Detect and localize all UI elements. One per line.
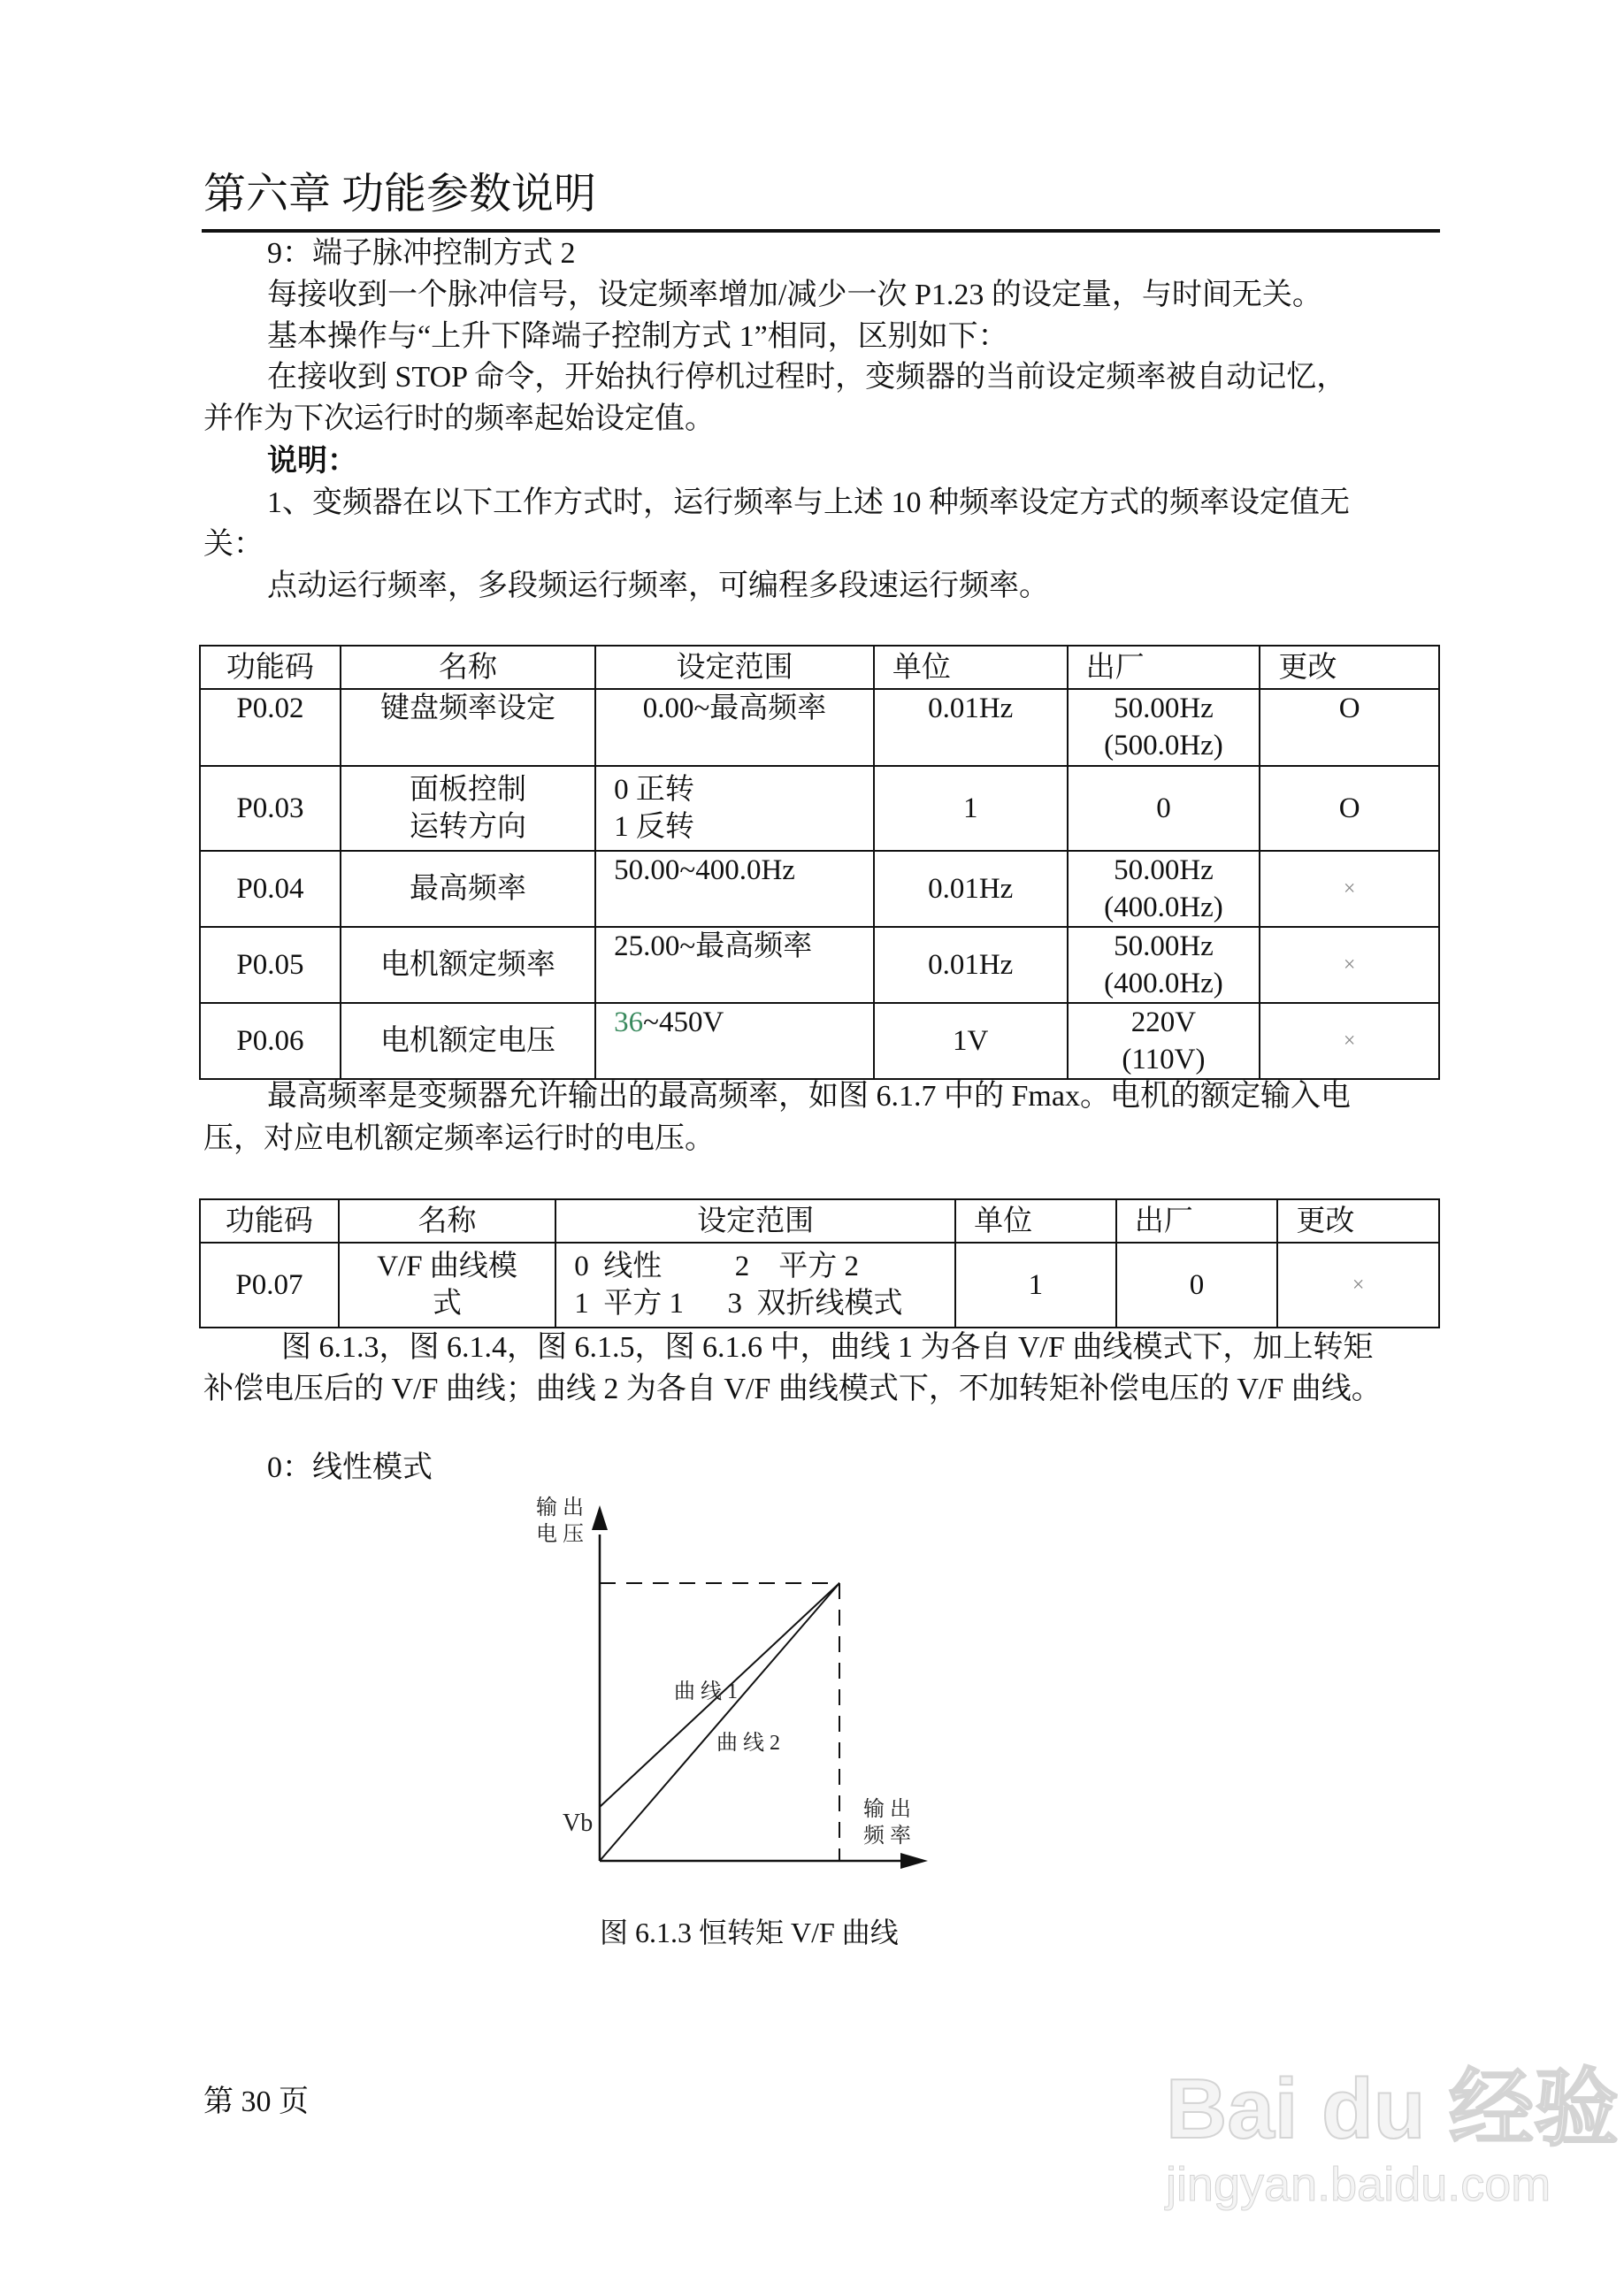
paragraph-line: 并作为下次运行时的频率起始设定值。 bbox=[203, 402, 715, 435]
header-cell: 单位 bbox=[874, 646, 1068, 689]
header-cell: 功能码 bbox=[200, 1199, 339, 1243]
chapter-title: 第六章 功能参数说明 bbox=[203, 171, 597, 218]
table-row bbox=[200, 766, 1439, 851]
section-heading: 0：线性模式 bbox=[267, 1451, 433, 1484]
y-axis-label: 电 压 bbox=[536, 1523, 584, 1546]
range-option: 0 正转 bbox=[614, 774, 694, 806]
figure-caption: 图 6.1.3 恒转矩 V/F 曲线 bbox=[600, 1917, 899, 1948]
range-cell bbox=[595, 1003, 874, 1079]
baidu-watermark bbox=[1166, 2061, 1619, 2211]
header-cell: 名称 bbox=[341, 646, 595, 689]
range-cell: 0.00~最高频率 bbox=[595, 689, 874, 766]
default-cell bbox=[1068, 851, 1260, 927]
code-cell: P0.05 bbox=[200, 927, 341, 1003]
paragraph-line: 关： bbox=[203, 528, 264, 561]
y-axis-arrow-icon bbox=[592, 1505, 608, 1530]
unit-cell: 0.01Hz bbox=[874, 689, 1068, 766]
range-option: 1 反转 bbox=[614, 811, 694, 843]
header-cell: 设定范围 bbox=[595, 646, 874, 689]
table-header-row bbox=[200, 1199, 1439, 1243]
change-cell: × bbox=[1260, 851, 1439, 927]
change-cell: × bbox=[1277, 1243, 1439, 1328]
default-value: 220V bbox=[1130, 1006, 1197, 1038]
paragraph-line: 1、变频器在以下工作方式时，运行频率与上述 10 种频率设定方式的频率设定值无 bbox=[267, 486, 1350, 519]
table-row bbox=[200, 1003, 1439, 1079]
unit-cell: 0.01Hz bbox=[874, 851, 1068, 927]
name-cell bbox=[341, 766, 595, 851]
code-cell: P0.03 bbox=[200, 766, 341, 851]
header-cell: 设定范围 bbox=[555, 1199, 955, 1243]
default-value: 50.00Hz bbox=[1114, 854, 1214, 886]
default-cell bbox=[1068, 1003, 1260, 1079]
header-cell: 出厂 bbox=[1116, 1199, 1278, 1243]
y-axis-label: 输 出 bbox=[536, 1496, 584, 1519]
x-axis-arrow-icon bbox=[900, 1853, 928, 1869]
page-number: 第 30 页 bbox=[203, 2086, 309, 2118]
range-cell: 25.00~最高频率 bbox=[595, 927, 874, 1003]
range-min: 36 bbox=[614, 1006, 644, 1038]
default-value-alt: (110V) bbox=[1122, 1044, 1206, 1075]
default-value-alt: (500.0Hz) bbox=[1104, 730, 1223, 762]
change-cell: O bbox=[1260, 766, 1439, 851]
header-cell: 出厂 bbox=[1068, 646, 1260, 689]
header-cell: 单位 bbox=[955, 1199, 1116, 1243]
note-heading: 说明： bbox=[267, 445, 357, 478]
paragraph-line: 9：端子脉冲控制方式 2 bbox=[267, 237, 576, 270]
unit-cell: 1V bbox=[874, 1003, 1068, 1079]
paragraph-line: 基本操作与“上升下降端子控制方式 1”相同，区别如下： bbox=[267, 320, 1008, 353]
vb-label: Vb bbox=[563, 1810, 594, 1837]
curve-2-label: 曲 线 2 bbox=[716, 1732, 780, 1755]
watermark-url: jingyan.baidu.com bbox=[1166, 2158, 1551, 2211]
code-cell: P0.04 bbox=[200, 851, 341, 927]
table-header-row bbox=[200, 646, 1439, 689]
name-cell: 电机额定电压 bbox=[341, 1003, 595, 1079]
x-axis-label: 输 出 bbox=[863, 1798, 911, 1821]
default-cell: 0 bbox=[1116, 1243, 1278, 1328]
curve-1-label: 曲 线 1 bbox=[674, 1680, 738, 1703]
paragraph-line: 每接收到一个脉冲信号，设定频率增加/减少一次 P1.23 的设定量，与时间无关。 bbox=[267, 279, 1322, 311]
table-row bbox=[200, 1243, 1439, 1328]
change-cell: × bbox=[1260, 927, 1439, 1003]
range-option: 1 平方 1 3 双折线模式 bbox=[574, 1288, 903, 1320]
paragraph-line: 补偿电压后的 V/F 曲线；曲线 2 为各自 V/F 曲线模式下，不加转矩补偿电压的 V/F 曲线。 bbox=[203, 1373, 1382, 1405]
paragraph-line: 在接收到 STOP 命令，开始执行停机过程时，变频器的当前设定频率被自动记忆， bbox=[267, 361, 1347, 394]
unit-cell: 1 bbox=[955, 1243, 1116, 1328]
watermark-logo: Bai du 经验 bbox=[1166, 2062, 1620, 2156]
name-cell: 电机额定频率 bbox=[341, 927, 595, 1003]
change-cell: O bbox=[1260, 689, 1439, 766]
name-cell: 最高频率 bbox=[341, 851, 595, 927]
range-cell: 50.00~400.0Hz bbox=[595, 851, 874, 927]
unit-cell: 1 bbox=[874, 766, 1068, 851]
x-axis-label: 频 率 bbox=[863, 1825, 911, 1848]
default-value: 50.00Hz bbox=[1114, 930, 1214, 962]
unit-cell: 0.01Hz bbox=[874, 927, 1068, 1003]
paragraph-line: 最高频率是变频器允许输出的最高频率，如图 6.1.7 中的 Fmax。电机的额定输入电 bbox=[267, 1080, 1351, 1113]
name-cell bbox=[339, 1243, 555, 1328]
range-cell bbox=[595, 766, 874, 851]
table-row bbox=[200, 851, 1439, 927]
code-cell: P0.06 bbox=[200, 1003, 341, 1079]
name-line: 式 bbox=[433, 1288, 463, 1320]
default-value: 50.00Hz bbox=[1114, 693, 1214, 724]
range-cell bbox=[555, 1243, 955, 1328]
curve-2-line bbox=[600, 1583, 839, 1861]
header-cell: 名称 bbox=[339, 1199, 555, 1243]
code-cell: P0.07 bbox=[200, 1243, 339, 1328]
range-max: ~450V bbox=[643, 1006, 724, 1038]
code-cell: P0.02 bbox=[200, 689, 341, 766]
header-cell: 更改 bbox=[1260, 646, 1439, 689]
header-rule bbox=[202, 229, 1440, 233]
paragraph-line: 图 6.1.3，图 6.1.4，图 6.1.5，图 6.1.6 中，曲线 1 为各自 V/F 曲线模式下，加上转矩 bbox=[281, 1331, 1374, 1364]
parameter-table-1 bbox=[199, 645, 1440, 1080]
name-cell: 键盘频率设定 bbox=[341, 689, 595, 766]
default-cell: 0 bbox=[1068, 766, 1260, 851]
name-line: 面板控制 bbox=[409, 774, 526, 806]
default-value-alt: (400.0Hz) bbox=[1104, 892, 1223, 923]
name-line: 运转方向 bbox=[409, 811, 526, 843]
default-cell bbox=[1068, 689, 1260, 766]
vf-curve-figure bbox=[495, 1468, 1115, 1981]
range-option: 0 线性 2 平方 2 bbox=[574, 1251, 859, 1282]
header-cell: 功能码 bbox=[200, 646, 341, 689]
name-line: V/F 曲线模 bbox=[377, 1251, 517, 1282]
paragraph-line: 点动运行频率，多段频运行频率，可编程多段速运行频率。 bbox=[267, 570, 1049, 602]
default-value-alt: (400.0Hz) bbox=[1104, 968, 1223, 999]
table-row bbox=[200, 927, 1439, 1003]
parameter-table-2 bbox=[199, 1198, 1440, 1328]
change-cell: × bbox=[1260, 1003, 1439, 1079]
paragraph-line: 压，对应电机额定频率运行时的电压。 bbox=[203, 1122, 715, 1155]
header-cell: 更改 bbox=[1277, 1199, 1439, 1243]
table-row bbox=[200, 689, 1439, 766]
default-cell bbox=[1068, 927, 1260, 1003]
